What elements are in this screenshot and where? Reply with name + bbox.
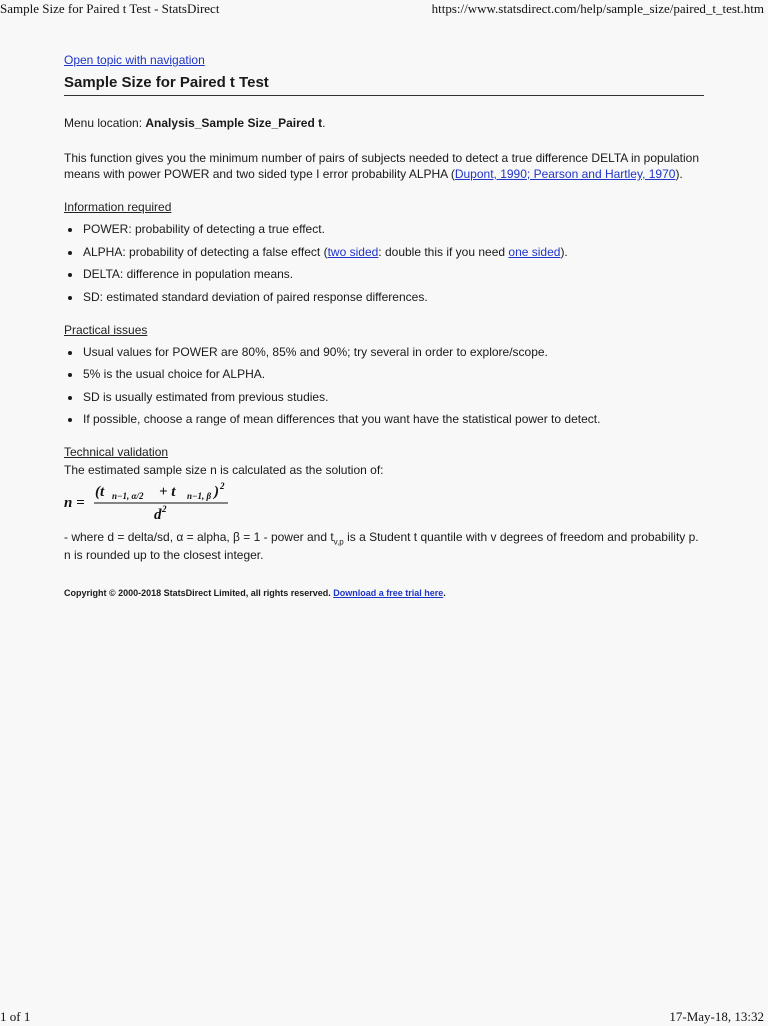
formula-den-exp: 2 [162,504,167,514]
formula-plus: + t [159,484,176,500]
menu-location-suffix: . [322,116,326,130]
print-header-url: https://www.statsdirect.com/help/sample_size/paired_t_test.htm [431,1,764,16]
practical-list [64,344,704,428]
formula-lhs: n = [64,495,85,511]
article [64,52,704,599]
section-heading-information: Information required [64,200,172,214]
information-list [64,221,704,305]
sample-size-formula [64,480,704,524]
open-navigation-link[interactable]: Open topic with navigation [64,53,205,67]
print-datetime: 17-May-18, 13:32 [669,1009,764,1024]
formula-denominator: d [154,507,162,523]
reference-link[interactable]: Dupont, 1990; Pearson and Hartley, 1970 [454,167,676,181]
section-heading-practical: Practical issues [64,322,148,337]
page-title: Sample Size for Paired t Test [64,74,704,96]
list-item: • 5% is the usual choice for ALPHA. [82,366,704,382]
formula-sub1: n−1, α/2 [112,491,144,501]
one-sided-link[interactable]: one sided [508,244,561,259]
list-item: • SD: estimated standard deviation of paired response differences. [82,289,704,305]
menu-location-value: Analysis_Sample Size_Paired t [145,116,323,130]
menu-location [64,115,704,131]
download-trial-link[interactable]: Download a free trial here [333,588,444,598]
print-footer [0,1008,768,1026]
alpha-end-text: ). [560,244,568,259]
formula-sub2: n−1, β [187,491,212,501]
alpha-mid-text: : double this if you need [378,244,509,259]
print-header-title: Sample Size for Paired t Test - StatsDirect [0,1,220,16]
copyright [64,587,704,599]
intro-text: This function gives you the minimum number of pairs of subjects needed to detect a true difference DELTA in population means with power POWER and two sided type I error probability ALPHA ( [64,151,700,181]
formula-open: (t [95,484,105,500]
where-sub: v,p [333,537,344,547]
list-item: • If possible, choose a range of mean differences that you want have the statistical power to detect. [82,411,704,427]
intro-end: ). [675,167,683,181]
alpha-text: ALPHA: probability of detecting a false effect ( [83,244,328,259]
intro-paragraph [64,150,704,182]
formula-exp: 2 [220,481,225,491]
formula-explanation [64,528,704,564]
menu-location-label: Menu location: [64,116,146,130]
list-item [82,244,704,260]
formula-close: ) [214,484,219,500]
list-item: • Usual values for POWER are 80%, 85% and 90%; try several in order to explore/scope. [82,344,704,360]
copyright-text: Copyright © 2000-2018 StatsDirect Limited, all rights reserved. [64,588,334,598]
print-header [0,0,768,18]
list-item: • DELTA: difference in population means. [82,266,704,282]
where-post: is a Student t quantile with v degrees of freedom and probability p. n is rounded up to the closest integer. [64,530,699,562]
technical-text: The estimated sample size n is calculated as the solution of: [64,463,384,477]
list-item: • POWER: probability of detecting a true effect. [82,221,704,237]
list-item: • SD is usually estimated from previous studies. [82,389,704,405]
two-sided-link[interactable]: two sided [327,244,379,259]
page-count: 1 of 1 [0,1009,31,1024]
copyright-end: . [443,588,446,598]
where-pre: - where d = delta/sd, α = alpha, β = 1 - power and t [64,530,334,544]
formula-graphic [64,480,264,524]
section-heading-technical: Technical validation [64,445,169,459]
